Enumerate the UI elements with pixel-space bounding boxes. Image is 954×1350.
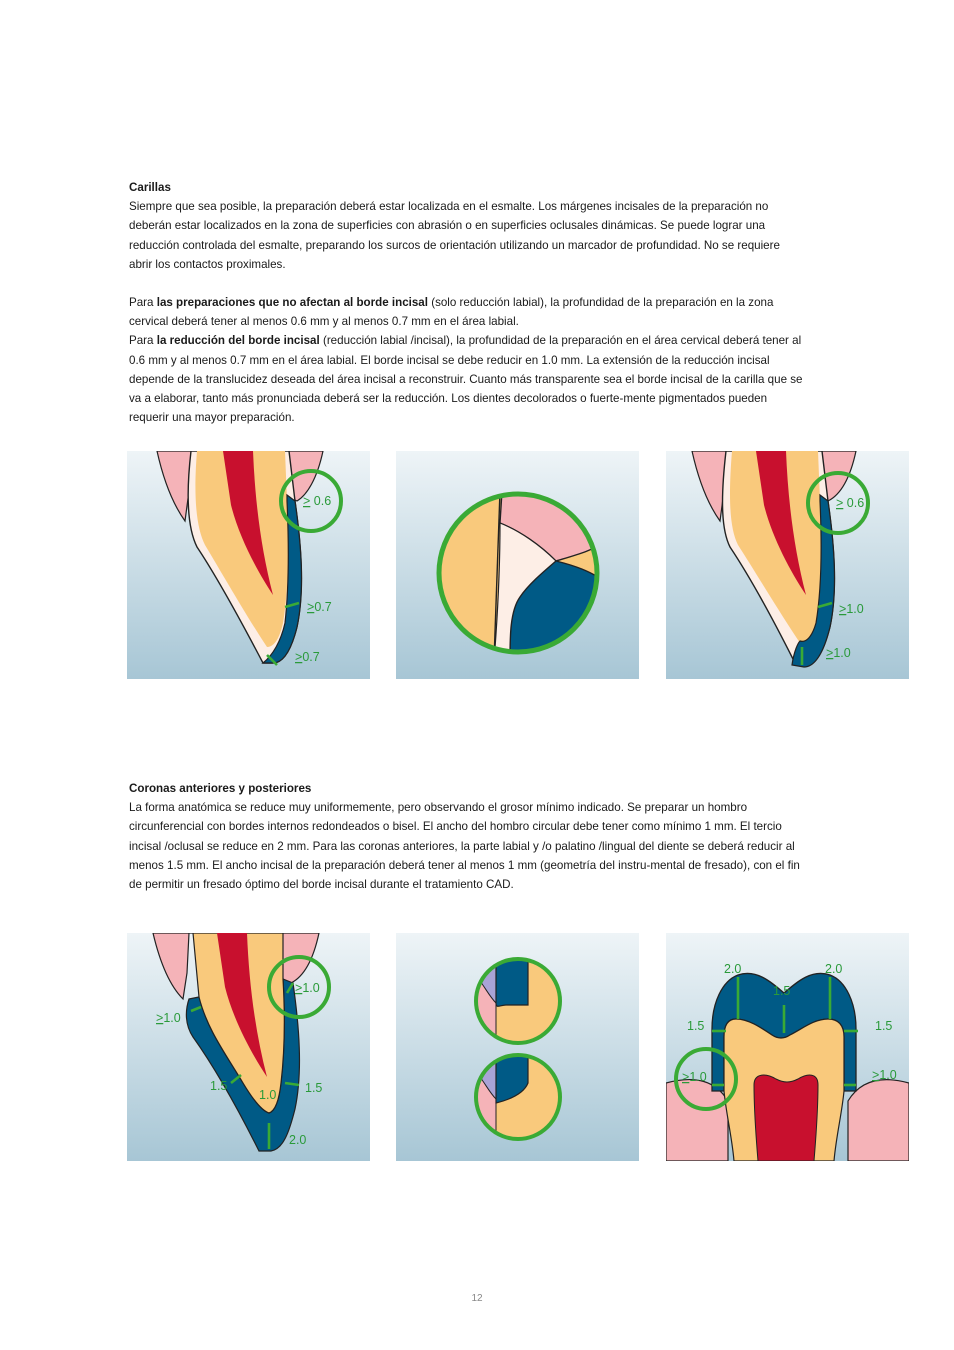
svg-text:> 0.6: > 0.6 xyxy=(836,496,865,510)
veneers-section xyxy=(129,178,805,427)
posterior-cusp-left: 2.0 xyxy=(724,962,742,976)
margin-types-figure xyxy=(396,933,639,1161)
veneers-paragraph-2-emphasis: las preparaciones que no afectan al borde incisal xyxy=(156,296,428,310)
posterior-fossa: 1.5 xyxy=(773,984,791,998)
anterior-incisal-reduction: 2.0 xyxy=(289,1133,307,1147)
anterior-incisal-width: 1.0 xyxy=(259,1088,277,1102)
svg-text:>0.7: >0.7 xyxy=(307,600,332,614)
veneers-paragraph-1: Siempre que sea posible, la preparación deberá estar localizada en el esmalte. Los márgenes incisales de la preparación no deberán estar localizados en la zona de superficies con abrasión o en superficies oclusales dinámicas. Se puede lograr una reducción controlada del esmalte, preparando los surcos de orientación utilizando un marcador de profundidad. No se requiere abrir los contactos proximales. xyxy=(129,200,780,271)
anterior-crown-figure xyxy=(127,933,370,1161)
posterior-side-right: 1.5 xyxy=(875,1019,893,1033)
crowns-paragraph-1: La forma anatómica se reduce muy uniformemente, pero observando el grosor mínimo indicado. Se preparar un hombro circunferencial con bordes internos redondeados o bisel. El ancho del hombro circular debe tener como mínimo 1 mm. El tercio incisal /oclusal se reduce en 2 mm. Para las coronas anteriores, la parte labial y /o palatino /lingual del diente se deberá reducir al menos 1.5 mm. El ancho incisal de la preparación deberá tener al menos 1 mm (geometría del instru-mental de fresado), con el fin de permitir un fresado óptimo del borde incisal durante el tratamiento CAD. xyxy=(129,801,800,892)
veneers-paragraph-2: Para las preparaciones que no afectan al borde incisal (solo reducción labial), la profundidad de la preparación en la zona cervical deberá tener al menos 0.6 mm y al menos 0.7 mm en el área labial. xyxy=(129,296,774,329)
svg-text:>1.0: >1.0 xyxy=(295,981,320,995)
anterior-right-thickness: 1.5 xyxy=(305,1081,323,1095)
posterior-cusp-right: 2.0 xyxy=(825,962,843,976)
anterior-left-thickness: 1.5 xyxy=(210,1079,228,1093)
posterior-side-left: 1.5 xyxy=(687,1019,705,1033)
veneer-labial-figure xyxy=(127,451,370,679)
veneer-margin-detail-figure xyxy=(396,451,639,679)
page-number: 12 xyxy=(471,1293,483,1304)
svg-text:>1.0: >1.0 xyxy=(682,1070,707,1084)
svg-text:>1.0: >1.0 xyxy=(872,1068,897,1082)
veneer-incisal-figure xyxy=(666,451,909,679)
crowns-section xyxy=(129,779,805,894)
svg-text:>1.0: >1.0 xyxy=(826,646,851,660)
veneers-heading: Carillas xyxy=(129,181,171,194)
veneers-paragraph-3-emphasis: la reducción del borde incisal xyxy=(156,334,320,348)
svg-text:>0.7: >0.7 xyxy=(295,650,320,664)
crowns-heading: Coronas anteriores y posteriores xyxy=(129,782,312,795)
posterior-crown-figure xyxy=(666,933,909,1161)
svg-text:>1.0: >1.0 xyxy=(156,1011,181,1025)
svg-text:> 0.6: > 0.6 xyxy=(303,494,332,508)
veneers-paragraph-3: Para la reducción del borde incisal (reducción labial /incisal), la profundidad de la preparación en el área cervical deberá tener al 0.6 mm y al menos 0.7 mm en el área labial. El borde incisal se debe reducir en 1.0 mm. La extensión de la reducción incisal depende de la translucidez deseada del área incisal a reconstruir. Cuanto más transparente sea el borde incisal de la carilla que se va a elaborar, tanto más pronunciada deberá ser la reducción. Los dientes decolorados o fuerte-mente pigmentados pueden requerir una mayor preparación. xyxy=(129,334,803,425)
svg-text:>1.0: >1.0 xyxy=(839,602,864,616)
